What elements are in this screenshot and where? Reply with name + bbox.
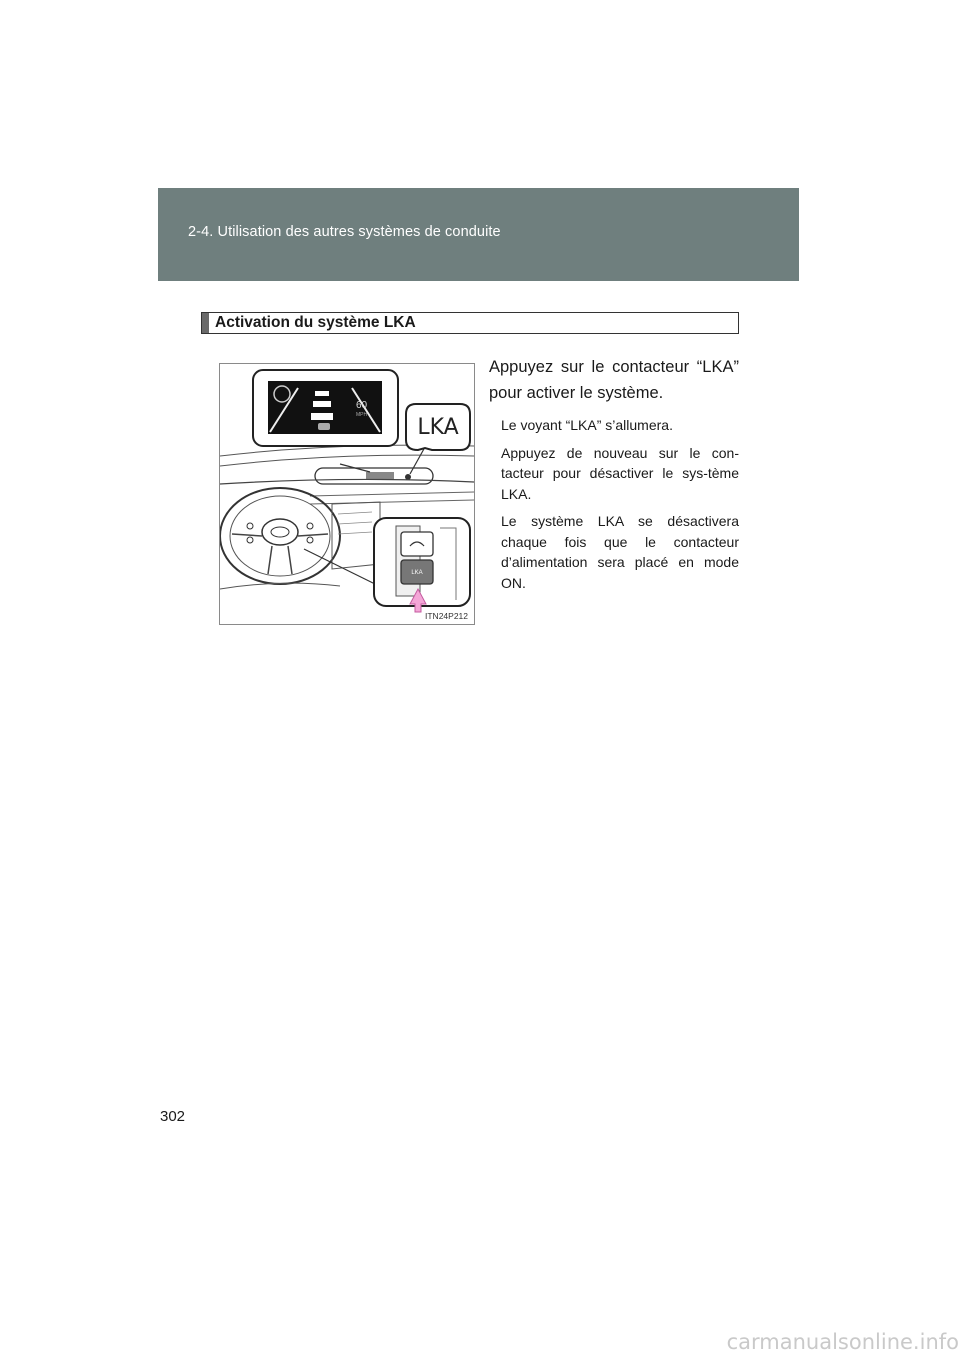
page-number: 302	[160, 1108, 186, 1125]
section-title: Activation du système LKA	[215, 314, 416, 331]
note-2: Appuyez de nouveau sur le con-tacteur pour désactiver le sys-tème LKA.	[501, 444, 739, 502]
lead-paragraph: Appuyez sur le contacteur “LKA” pour activer le système.	[489, 358, 739, 402]
breadcrumb: 2-4. Utilisation des autres systèmes de conduite	[188, 224, 501, 240]
dashboard-illustration	[219, 363, 475, 625]
watermark: carmanualsonline.info	[726, 1330, 959, 1354]
section-heading-bar	[202, 313, 209, 333]
section-heading	[201, 312, 739, 334]
display-speed: 60	[356, 400, 368, 411]
dashboard-drawing	[220, 364, 474, 624]
figure-code: ITN24P212	[425, 611, 468, 621]
instruction-text	[489, 354, 739, 600]
note-3: Le système LKA se désactivera chaque fois que le contacteur d’alimentation sera placé en mode ON.	[501, 513, 739, 591]
lka-callout-label: LKA	[417, 415, 459, 440]
note-1: Le voyant “LKA” s’allumera.	[501, 417, 673, 433]
header-band	[158, 188, 799, 281]
lka-switch-label: LKA	[411, 570, 423, 576]
display-unit: MPH	[356, 412, 368, 418]
